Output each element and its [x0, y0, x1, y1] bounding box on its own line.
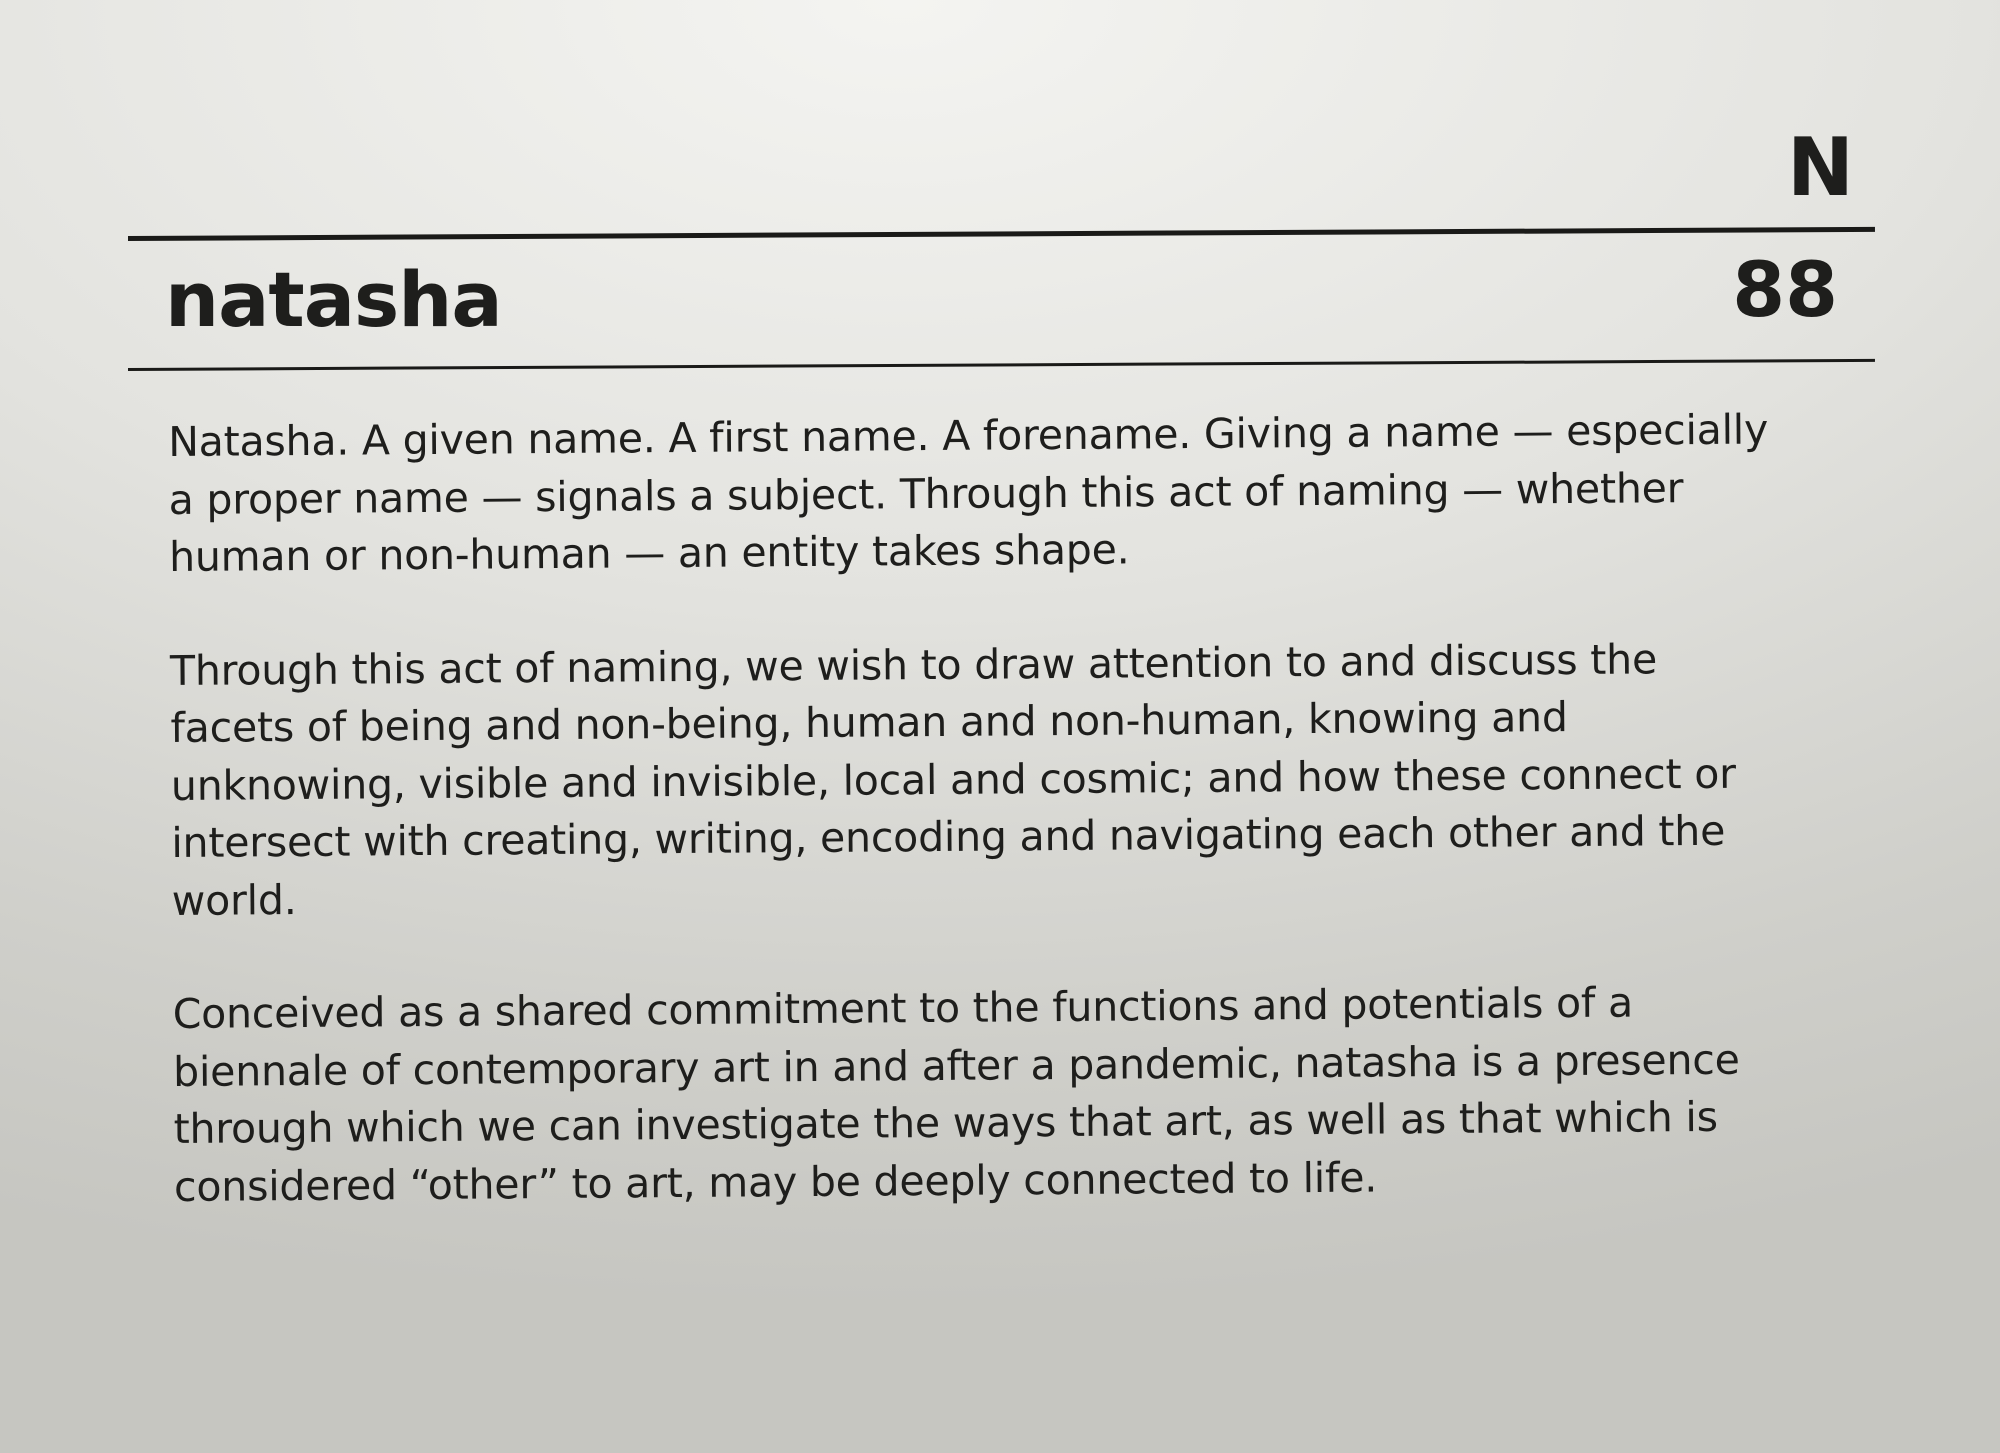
- paragraph-2: Through this act of naming, we wish to draw attention to and discuss the facets of being and non-being, human and non-human, knowing and unknowing, visible and invisible, local and cosmic; and how these connect or intersect with creating, writing, encoding and navigating each other and the world.: [169, 634, 1736, 925]
- paragraph-3: Conceived as a shared commitment to the functions and potentials of a biennale of contemporary art in and after a pandemic, natasha is a presence through which we can investigate the ways that art, as well as that which is considered “other” to art, may be deeply connected to life.: [172, 978, 1740, 1211]
- body-text: [168, 401, 1835, 1272]
- paragraph-1: Natasha. A given name. A first name. A forename. Giving a name — especially a proper name — signals a subject. Through this act of naming — whether human or non-human — an entity takes shape.: [168, 405, 1769, 581]
- entry-number: 88: [1732, 245, 1838, 334]
- bottom-divider: [128, 359, 1875, 371]
- page-title: natasha: [165, 255, 502, 344]
- top-divider: [128, 227, 1875, 241]
- index-letter: N: [1787, 121, 1855, 214]
